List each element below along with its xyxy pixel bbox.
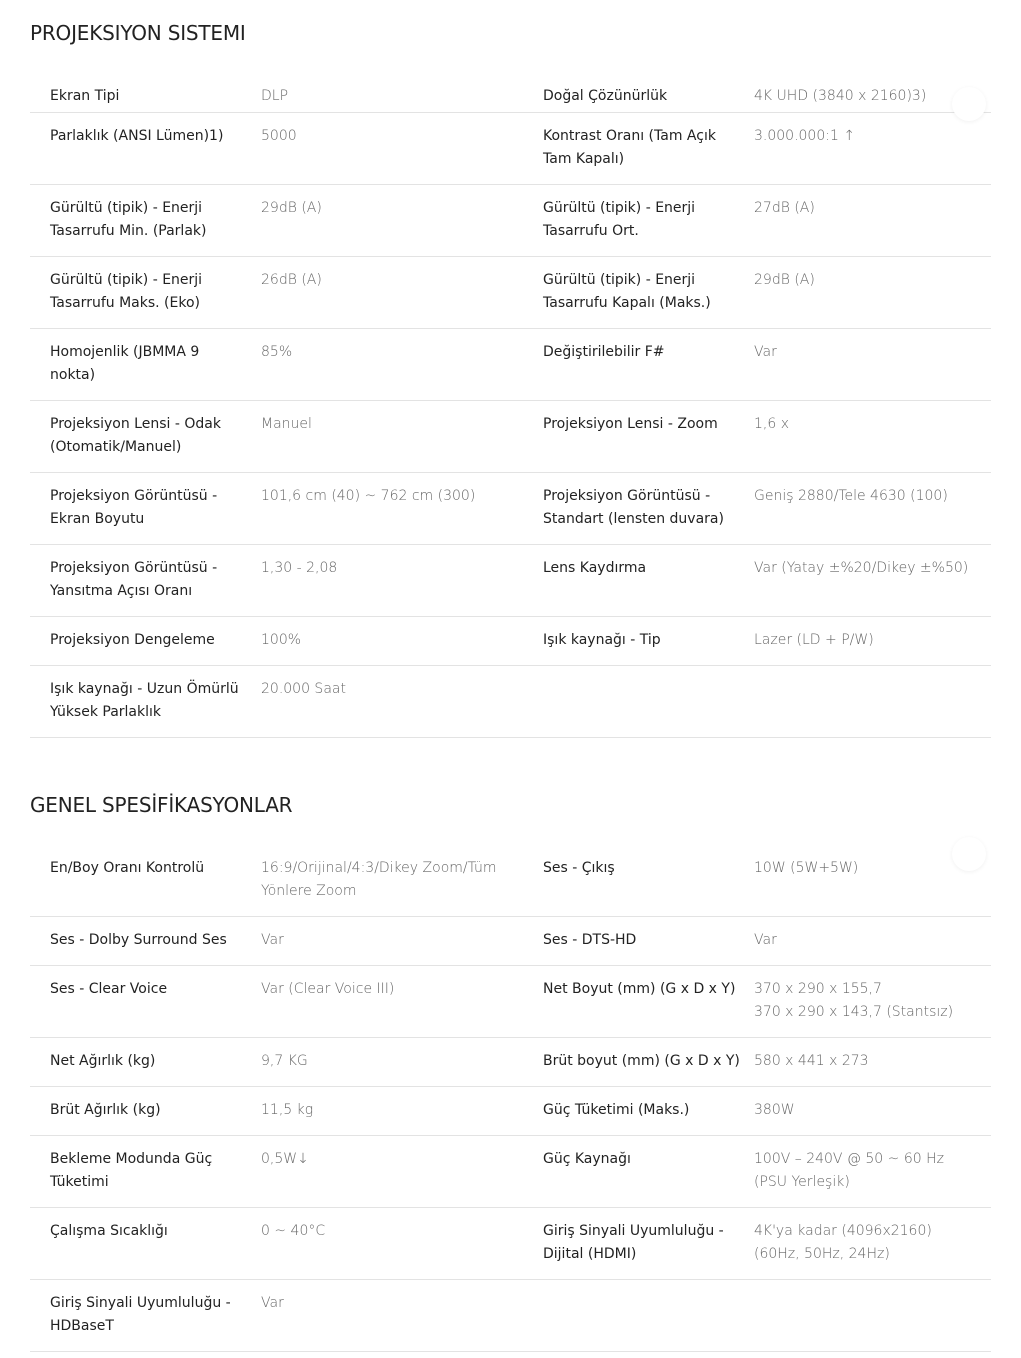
spec-value: 101,6 cm (40) ~ 762 cm (300): [261, 488, 476, 504]
spec-value: 9,7 KG: [261, 1053, 308, 1069]
spec-row: [30, 545, 991, 617]
spec-value: Var: [754, 344, 777, 360]
spec-label: Kontrast Oranı (Tam Açık Tam Kapalı): [543, 128, 716, 167]
spec-value: Lazer (LD + P/W): [754, 632, 874, 648]
spec-value: [754, 678, 991, 737]
spec-label: [543, 678, 754, 737]
spec-value: Var (Yatay ±%20/Dikey ±%50): [754, 560, 969, 576]
spec-label: Ses - Dolby Surround Ses: [50, 932, 227, 948]
spec-label: Projeksiyon Görüntüsü - Ekran Boyutu: [50, 488, 218, 527]
spec-value: 0,5W↓: [261, 1151, 309, 1167]
spec-label: Değiştirilebilir F#: [543, 344, 665, 360]
spec-row: [30, 329, 991, 401]
spec-label: Ekran Tipi: [50, 88, 120, 104]
section-title: PROJEKSIYON SISTEMI: [30, 21, 246, 45]
spec-label: En/Boy Oranı Kontrolü: [50, 860, 205, 876]
spec-value: Var: [261, 1295, 284, 1311]
spec-label: [543, 1292, 754, 1351]
spec-value: 1,6 x: [754, 416, 789, 432]
spec-value: 5000: [261, 128, 297, 144]
spec-label: Güç Tüketimi (Maks.): [543, 1102, 690, 1118]
spec-table: [30, 73, 991, 738]
spec-label: Giriş Sinyali Uyumluluğu - Dijital (HDMI): [543, 1223, 724, 1262]
spec-label: Projeksiyon Dengeleme: [50, 632, 215, 648]
spec-label: Net Boyut (mm) (G x D x Y): [543, 981, 736, 997]
spec-value: 3.000.000:1 ↑: [754, 128, 856, 144]
spec-label: Brüt Ağırlık (kg): [50, 1102, 161, 1118]
spec-label: Giriş Sinyali Uyumluluğu - HDBaseT: [50, 1295, 231, 1334]
spec-row: [30, 1208, 991, 1280]
spec-value: 1,30 - 2,08: [261, 560, 338, 576]
spec-value: 4K'ya kadar (4096x2160) (60Hz, 50Hz, 24Hz): [754, 1223, 932, 1262]
spec-label: Ses - DTS-HD: [543, 932, 637, 948]
spec-value: 20.000 Saat: [261, 681, 346, 697]
spec-value: 4K UHD (3840 x 2160)3): [754, 88, 927, 104]
spec-label: Projeksiyon Görüntüsü - Yansıtma Açısı Oranı: [50, 560, 218, 599]
spec-value: 370 x 290 x 155,7 370 x 290 x 143,7 (Stantsız): [754, 981, 954, 1020]
section-genel-spesifikasyonlar: [30, 793, 991, 1334]
spec-value: 100V – 240V @ 50 ~ 60 Hz (PSU Yerleşik): [754, 1151, 944, 1190]
spec-label: Brüt boyut (mm) (G x D x Y): [543, 1053, 740, 1069]
spec-value: 100%: [261, 632, 302, 648]
spec-row: [30, 666, 991, 738]
spec-label: Projeksiyon Lensi - Odak (Otomatik/Manuel): [50, 416, 221, 455]
spec-label: Ses - Çıkış: [543, 860, 615, 876]
spec-label: Gürültü (tipik) - Enerji Tasarrufu Min. (Parlak): [50, 200, 207, 239]
spec-label: Net Ağırlık (kg): [50, 1053, 156, 1069]
spec-value: Manuel: [261, 416, 312, 432]
spec-value: 0 ~ 40°C: [261, 1223, 326, 1239]
spec-label: Parlaklık (ANSI Lümen)1): [50, 128, 224, 144]
spec-value: 85%: [261, 344, 293, 360]
spec-value: 29dB (A): [754, 272, 815, 288]
section-title: GENEL SPESİFİKASYONLAR: [30, 793, 293, 817]
spec-row: [30, 1087, 991, 1136]
spec-value: Var: [754, 932, 777, 948]
spec-row: [30, 257, 991, 329]
section-projeksiyon-sistemi: [30, 21, 991, 720]
spec-label: Projeksiyon Lensi - Zoom: [543, 416, 718, 432]
spec-row: [30, 966, 991, 1038]
spec-label: Gürültü (tipik) - Enerji Tasarrufu Maks. (Eko): [50, 272, 203, 311]
spec-label: Işık kaynağı - Tip: [543, 632, 661, 648]
spec-value: 26dB (A): [261, 272, 322, 288]
scroll-indicator[interactable]: [952, 87, 986, 121]
spec-label: Güç Kaynağı: [543, 1151, 631, 1167]
spec-row: [30, 473, 991, 545]
spec-table: [30, 845, 991, 1352]
spec-row: [30, 185, 991, 257]
spec-row: [30, 917, 991, 966]
spec-label: Gürültü (tipik) - Enerji Tasarrufu Kapalı (Maks.): [543, 272, 711, 311]
spec-label: Lens Kaydırma: [543, 560, 647, 576]
spec-value: DLP: [261, 88, 289, 104]
spec-label: Homojenlik (JBMMA 9 nokta): [50, 344, 200, 383]
spec-value: 11,5 kg: [261, 1102, 314, 1118]
spec-value: 380W: [754, 1102, 795, 1118]
spec-row: [30, 617, 991, 666]
spec-row: [30, 1136, 991, 1208]
spec-value: Geniş 2880/Tele 4630 (100): [754, 488, 948, 504]
scroll-indicator[interactable]: [952, 837, 986, 871]
spec-row: [30, 1280, 991, 1352]
spec-label: Projeksiyon Görüntüsü - Standart (lensten duvara): [543, 488, 724, 527]
spec-value: 10W (5W+5W): [754, 860, 859, 876]
spec-label: Işık kaynağı - Uzun Ömürlü Yüksek Parlaklık: [50, 681, 239, 720]
spec-row: [30, 401, 991, 473]
spec-value: [754, 1292, 991, 1351]
spec-label: Ses - Clear Voice: [50, 981, 168, 997]
spec-row: [30, 113, 991, 185]
spec-label: Bekleme Modunda Güç Tüketimi: [50, 1151, 213, 1190]
spec-label: Çalışma Sıcaklığı: [50, 1223, 168, 1239]
spec-value: 580 x 441 x 273: [754, 1053, 869, 1069]
spec-value: 27dB (A): [754, 200, 815, 216]
spec-row: [30, 1038, 991, 1087]
spec-label: Gürültü (tipik) - Enerji Tasarrufu Ort.: [543, 200, 696, 239]
spec-label: Doğal Çözünürlük: [543, 88, 668, 104]
spec-value: Var (Clear Voice III): [261, 981, 395, 997]
spec-value: 16:9/Orijinal/4:3/Dikey Zoom/Tüm Yönlere Zoom: [261, 860, 497, 899]
spec-row: [30, 73, 991, 113]
spec-row: [30, 845, 991, 917]
spec-value: Var: [261, 932, 284, 948]
spec-value: 29dB (A): [261, 200, 322, 216]
